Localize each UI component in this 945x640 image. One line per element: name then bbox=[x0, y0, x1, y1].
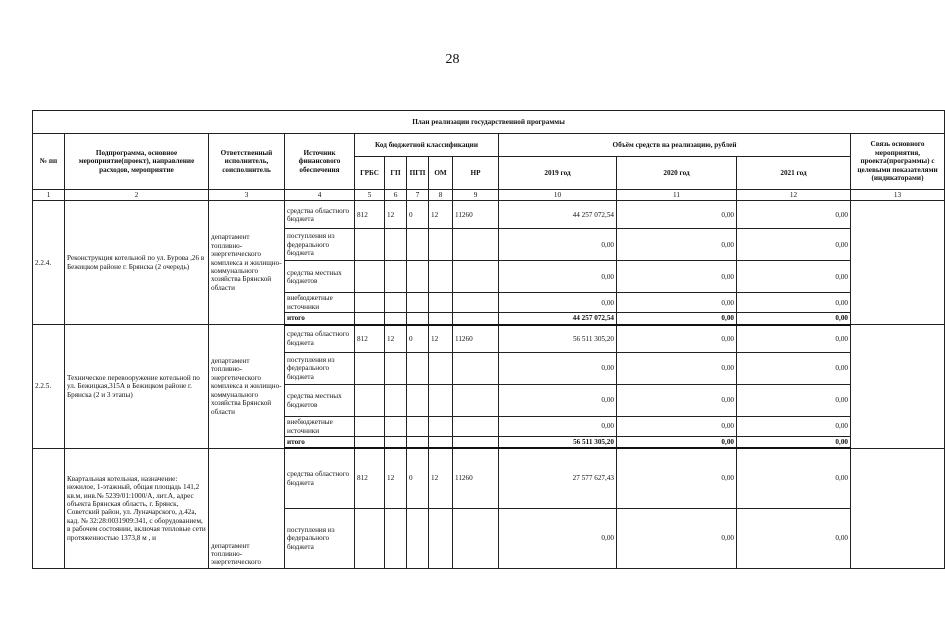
source-cell: внебюджетные источники bbox=[285, 417, 355, 437]
amount-2021: 0,00 bbox=[737, 508, 851, 568]
np-cell bbox=[453, 261, 499, 293]
header-pgp: ПГП bbox=[407, 157, 429, 190]
col-number: 2 bbox=[65, 190, 209, 201]
amount-2021: 0,00 bbox=[737, 229, 851, 261]
col-number: 8 bbox=[429, 190, 453, 201]
amount-2020: 0,00 bbox=[617, 201, 737, 229]
amount-2019: 0,00 bbox=[499, 229, 617, 261]
col-number: 6 bbox=[385, 190, 407, 201]
header-link: Связь основного мероприятия, проекта(программы) с целевыми показателями (индикаторами) bbox=[851, 134, 945, 190]
header-activity: Подпрограмма, основное мероприятие(проект), направление расходов, мероприятие bbox=[65, 134, 209, 190]
om-cell bbox=[429, 508, 453, 568]
implementation-plan-table bbox=[32, 110, 945, 569]
np-cell bbox=[453, 353, 499, 385]
col-number: 5 bbox=[355, 190, 385, 201]
amount-2019: 0,00 bbox=[499, 293, 617, 313]
header-2021: 2021 год bbox=[737, 157, 851, 190]
grbs-cell bbox=[355, 293, 385, 313]
item-executor: департамент топливно-энергетического комплекса и жилищно-коммунального хозяйства Брянской области bbox=[209, 201, 285, 325]
gp-cell bbox=[385, 436, 407, 448]
om-cell bbox=[429, 229, 453, 261]
amount-2021: 0,00 bbox=[737, 293, 851, 313]
pgp-cell bbox=[407, 229, 429, 261]
gp-cell bbox=[385, 313, 407, 325]
total-2020: 0,00 bbox=[617, 313, 737, 325]
np-cell bbox=[453, 293, 499, 313]
source-cell: средства областного бюджета bbox=[285, 325, 355, 353]
amount-2021: 0,00 bbox=[737, 201, 851, 229]
pgp-cell: 0 bbox=[407, 448, 429, 508]
total-2020: 0,00 bbox=[617, 436, 737, 448]
item-number: 2.2.5. bbox=[33, 325, 65, 449]
col-number: 7 bbox=[407, 190, 429, 201]
np-cell: 11260 bbox=[453, 325, 499, 353]
header-budget-code: Код бюджетной классификации bbox=[355, 134, 499, 157]
om-cell bbox=[429, 261, 453, 293]
item-executor: департамент топливно-энергетического комплекса и жилищно-коммунального хозяйства Брянской области bbox=[209, 325, 285, 449]
amount-2020: 0,00 bbox=[617, 353, 737, 385]
indicator-link-cell bbox=[851, 448, 945, 568]
col-number: 11 bbox=[617, 190, 737, 201]
header-executor: Ответственный исполнитель, соисполнитель bbox=[209, 134, 285, 190]
grbs-cell bbox=[355, 508, 385, 568]
source-cell: поступления из федерального бюджета bbox=[285, 508, 355, 568]
np-cell bbox=[453, 229, 499, 261]
gp-cell: 12 bbox=[385, 448, 407, 508]
gp-cell bbox=[385, 353, 407, 385]
total-2019: 44 257 072,54 bbox=[499, 313, 617, 325]
item-name: Квартальная котельная, назначение: нежилое, 1-этажный, общая площадь 141,2 кв.м, инв.№ 5239/01:1000/А, лит.А, адрес объекта Брянская область, г. Брянск, Советский район, ул. Луначарского, д.42а, кад. № 32:28:0031909:341, с оборудованием, в рабочем состоянии, включая тепловые сети протяженностью 1373,8 м , и bbox=[65, 448, 209, 568]
amount-2019: 44 257 072,54 bbox=[499, 201, 617, 229]
item-number bbox=[33, 448, 65, 568]
col-number: 13 bbox=[851, 190, 945, 201]
np-cell bbox=[453, 417, 499, 437]
header-om: ОМ bbox=[429, 157, 453, 190]
gp-cell bbox=[385, 508, 407, 568]
gp-cell: 12 bbox=[385, 201, 407, 229]
header-2019: 2019 год bbox=[499, 157, 617, 190]
amount-2020: 0,00 bbox=[617, 325, 737, 353]
header-grbs: ГРБС bbox=[355, 157, 385, 190]
om-cell bbox=[429, 353, 453, 385]
np-cell: 11260 bbox=[453, 201, 499, 229]
np-cell bbox=[453, 313, 499, 325]
amount-2021: 0,00 bbox=[737, 261, 851, 293]
amount-2020: 0,00 bbox=[617, 508, 737, 568]
amount-2020: 0,00 bbox=[617, 261, 737, 293]
np-cell bbox=[453, 508, 499, 568]
amount-2019: 0,00 bbox=[499, 508, 617, 568]
np-cell: 11260 bbox=[453, 448, 499, 508]
indicator-link-cell bbox=[851, 201, 945, 325]
amount-2020: 0,00 bbox=[617, 385, 737, 417]
pgp-cell: 0 bbox=[407, 325, 429, 353]
item-executor: департамент топливно-энергетического bbox=[209, 448, 285, 568]
grbs-cell: 812 bbox=[355, 325, 385, 353]
gp-cell: 12 bbox=[385, 325, 407, 353]
source-cell: поступления из федерального бюджета bbox=[285, 353, 355, 385]
header-gp: ГП bbox=[385, 157, 407, 190]
header-num: № пп bbox=[33, 134, 65, 190]
table-title: План реализации государственной программы bbox=[33, 111, 945, 134]
source-cell: средства областного бюджета bbox=[285, 201, 355, 229]
pgp-cell bbox=[407, 508, 429, 568]
col-number: 3 bbox=[209, 190, 285, 201]
om-cell: 12 bbox=[429, 448, 453, 508]
amount-2021: 0,00 bbox=[737, 353, 851, 385]
grbs-cell bbox=[355, 385, 385, 417]
amount-2020: 0,00 bbox=[617, 229, 737, 261]
amount-2020: 0,00 bbox=[617, 448, 737, 508]
total-label: итого bbox=[285, 436, 355, 448]
np-cell bbox=[453, 385, 499, 417]
pgp-cell bbox=[407, 385, 429, 417]
col-number: 10 bbox=[499, 190, 617, 201]
source-cell: средства местных бюджетов bbox=[285, 385, 355, 417]
indicator-link-cell bbox=[851, 325, 945, 449]
col-number: 9 bbox=[453, 190, 499, 201]
source-cell: поступления из федерального бюджета bbox=[285, 229, 355, 261]
total-2021: 0,00 bbox=[737, 436, 851, 448]
col-number: 4 bbox=[285, 190, 355, 201]
amount-2021: 0,00 bbox=[737, 385, 851, 417]
amount-2021: 0,00 bbox=[737, 417, 851, 437]
pgp-cell: 0 bbox=[407, 201, 429, 229]
np-cell bbox=[453, 436, 499, 448]
om-cell bbox=[429, 417, 453, 437]
amount-2020: 0,00 bbox=[617, 417, 737, 437]
total-label: итого bbox=[285, 313, 355, 325]
amount-2019: 0,00 bbox=[499, 385, 617, 417]
gp-cell bbox=[385, 261, 407, 293]
total-2019: 56 511 305,20 bbox=[499, 436, 617, 448]
om-cell: 12 bbox=[429, 325, 453, 353]
pgp-cell bbox=[407, 261, 429, 293]
grbs-cell bbox=[355, 261, 385, 293]
header-funds: Объём средств на реализацию, рублей bbox=[499, 134, 851, 157]
source-cell: внебюджетные источники bbox=[285, 293, 355, 313]
source-cell: средства местных бюджетов bbox=[285, 261, 355, 293]
amount-2021: 0,00 bbox=[737, 448, 851, 508]
amount-2019: 0,00 bbox=[499, 261, 617, 293]
om-cell bbox=[429, 293, 453, 313]
grbs-cell bbox=[355, 353, 385, 385]
col-number: 12 bbox=[737, 190, 851, 201]
amount-2021: 0,00 bbox=[737, 325, 851, 353]
pgp-cell bbox=[407, 313, 429, 325]
grbs-cell bbox=[355, 229, 385, 261]
grbs-cell bbox=[355, 313, 385, 325]
grbs-cell bbox=[355, 417, 385, 437]
om-cell bbox=[429, 385, 453, 417]
grbs-cell: 812 bbox=[355, 448, 385, 508]
gp-cell bbox=[385, 229, 407, 261]
pgp-cell bbox=[407, 436, 429, 448]
item-name: Техническое перевооружение котельной по ул. Бежицкая,315А в Бежицком районе г. Брянска (2 и 3 этапы) bbox=[65, 325, 209, 449]
total-2021: 0,00 bbox=[737, 313, 851, 325]
gp-cell bbox=[385, 417, 407, 437]
header-source: Источник финансового обеспечения bbox=[285, 134, 355, 190]
amount-2019: 56 511 305,20 bbox=[499, 325, 617, 353]
header-2020: 2020 год bbox=[617, 157, 737, 190]
amount-2019: 27 577 627,43 bbox=[499, 448, 617, 508]
amount-2019: 0,00 bbox=[499, 353, 617, 385]
amount-2019: 0,00 bbox=[499, 417, 617, 437]
om-cell bbox=[429, 436, 453, 448]
page-number: 28 bbox=[445, 52, 460, 67]
col-number: 1 bbox=[33, 190, 65, 201]
gp-cell bbox=[385, 293, 407, 313]
pgp-cell bbox=[407, 417, 429, 437]
gp-cell bbox=[385, 385, 407, 417]
amount-2020: 0,00 bbox=[617, 293, 737, 313]
om-cell bbox=[429, 313, 453, 325]
pgp-cell bbox=[407, 293, 429, 313]
source-cell: средства областного бюджета bbox=[285, 448, 355, 508]
header-np: НР bbox=[453, 157, 499, 190]
pgp-cell bbox=[407, 353, 429, 385]
item-number: 2.2.4. bbox=[33, 201, 65, 325]
om-cell: 12 bbox=[429, 201, 453, 229]
grbs-cell bbox=[355, 436, 385, 448]
grbs-cell: 812 bbox=[355, 201, 385, 229]
item-name: Реконструкция котельной по ул. Бурова ,26 в Бежицком районе г. Брянска (2 очередь) bbox=[65, 201, 209, 325]
